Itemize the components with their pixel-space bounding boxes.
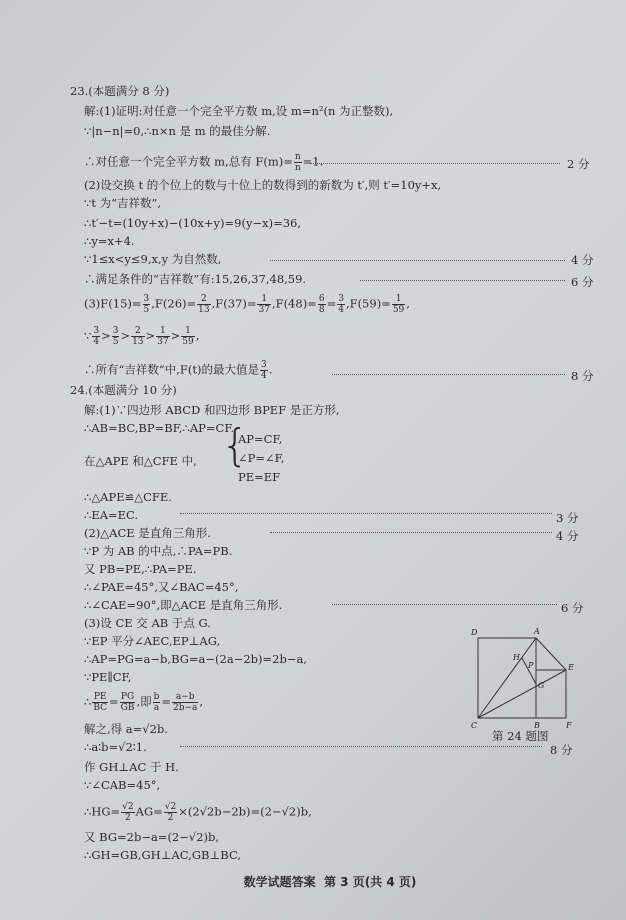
label-a: A bbox=[534, 627, 540, 636]
q23-line-3: ∴对任意一个完全平方数 m,总有 F(m)= $\frac{n}{n}$ =1. bbox=[84, 152, 324, 173]
score-4: 4 分 bbox=[571, 253, 594, 267]
square-bpef bbox=[536, 670, 566, 718]
label-h: H bbox=[513, 653, 520, 662]
footer-title: 数学试题答案 bbox=[243, 875, 316, 889]
score-4: 4 分 bbox=[556, 529, 579, 543]
q24-line-4: ∴△APE≌△CFE. bbox=[84, 490, 172, 504]
leader-dots bbox=[270, 532, 552, 533]
label-c: C bbox=[471, 721, 478, 730]
q23-l3-fraction: $\frac{n}{n}$ bbox=[294, 152, 301, 173]
q23-header: 23.(本题满分 8 分) bbox=[70, 84, 170, 98]
q24-line-20: ∴HG= $\frac{√2}{2}$ AG= $\frac{√2}{2}$ ×(2√2b−2b)=(2−√2)b, bbox=[84, 802, 312, 823]
q24-line-12: ∵EP 平分∠AEC,EP⊥AG, bbox=[84, 634, 221, 648]
q24-line-11: (3)设 CE 交 AB 于点 G. bbox=[84, 616, 211, 630]
leader-dots bbox=[360, 280, 565, 281]
q23-line-4: (2)设交换 t 的个位上的数与十位上的数得到的新数为 t′,则 t′=10y+x, bbox=[84, 178, 442, 192]
system-brace: { bbox=[221, 420, 249, 471]
q23-line-5: ∵t 为“吉祥数”, bbox=[84, 196, 162, 210]
page-footer bbox=[70, 873, 590, 890]
figure-caption: 第 24 题图 bbox=[492, 729, 549, 743]
q24-line-10: ∴∠CAE=90°,即△ACE 是直角三角形. bbox=[84, 598, 283, 612]
label-e: E bbox=[568, 663, 574, 672]
q24-line-8: 又 PB=PE,∴PA=PE. bbox=[84, 562, 197, 576]
system-eq-2: ∠P=∠F, bbox=[238, 451, 285, 465]
q24-line-9: ∴∠PAE=45°,又∠BAC=45°, bbox=[84, 580, 239, 594]
q23-line-9: ∴满足条件的“吉祥数”有:15,26,37,48,59. bbox=[84, 272, 307, 286]
leader-dots bbox=[332, 374, 565, 375]
score-8: 8 分 bbox=[571, 369, 594, 383]
q24-line-5: ∴EA=EC. bbox=[84, 508, 139, 522]
q24-line-6: (2)△ACE 是直角三角形. bbox=[84, 526, 211, 540]
q23-line-2: ∵|n−n|=0,∴n×n 是 m 的最佳分解. bbox=[84, 124, 271, 138]
geometry-figure-24 bbox=[468, 618, 588, 768]
leader-dots bbox=[332, 604, 557, 605]
score-2: 2 分 bbox=[567, 157, 590, 171]
footer-page-number: 第 3 页(共 4 页) bbox=[323, 875, 417, 889]
q24-line-2: ∴AB=BC,BP=BF,∴AP=CF. bbox=[84, 421, 235, 435]
q23-line-11: ∵ $\frac{3}{4}$ > $\frac{3}{5}$ > $\frac{2}{13}$ > $\frac{1}{37}$ > $\frac{1}{59}$ , bbox=[84, 326, 200, 347]
q23-line-12: ∴所有“吉祥数”中,F(t)的最大值是 $\frac{3}{4}$ . bbox=[84, 360, 273, 381]
q24-line-18: 作 GH⊥AC 于 H. bbox=[84, 760, 179, 774]
q24-line-3: 在△APE 和△CFE 中, bbox=[84, 454, 197, 468]
q24-line-22: ∴GH=GB,GH⊥AC,GB⊥BC, bbox=[84, 848, 242, 862]
line-ce bbox=[478, 670, 566, 718]
leader-dots bbox=[310, 163, 560, 164]
q24-line-15: ∴ $\frac{PE}{BC}$ = $\frac{PG}{GB}$ ,即 $\frac{b}{a}$ = $\frac{a-b}{2b-a}$ , bbox=[84, 692, 204, 713]
q24-line-16: 解之,得 a=√2b. bbox=[84, 722, 168, 736]
label-f: F bbox=[566, 721, 572, 730]
q24-line-14: ∵PE∥CF, bbox=[84, 670, 132, 684]
answer-sheet-page bbox=[70, 70, 594, 900]
q24-line-19: ∵∠CAB=45°, bbox=[84, 778, 161, 792]
label-d: D bbox=[471, 628, 478, 637]
q23-line-8: ∵1≤x<y≤9,x,y 为自然数, bbox=[84, 252, 222, 266]
q24-line-17: ∴a∶b=√2∶1. bbox=[84, 740, 147, 754]
score-6: 6 分 bbox=[561, 601, 584, 615]
q24-line-7: ∵P 为 AB 的中点,∴PA=PB. bbox=[84, 544, 233, 558]
score-8: 8 分 bbox=[550, 743, 573, 757]
q24-line-1: 解:(1)∵四边形 ABCD 和四边形 BPEF 是正方形, bbox=[84, 403, 340, 417]
leader-dots bbox=[270, 260, 565, 261]
q23-line-1: 解:(1)证明:对任意一个完全平方数 m,设 m=n²(n 为正整数), bbox=[84, 104, 394, 118]
system-eq-1: AP=CF, bbox=[238, 432, 283, 446]
label-b: B bbox=[534, 721, 540, 730]
line-ae bbox=[536, 638, 566, 670]
leader-dots bbox=[180, 513, 552, 514]
q23-l3-text: ∴对任意一个完全平方数 m,总有 F(m)= bbox=[84, 154, 293, 169]
q24-header: 24.(本题满分 10 分) bbox=[70, 383, 177, 397]
system-eq-3: PE=EF bbox=[238, 470, 281, 484]
label-g: G bbox=[538, 681, 545, 690]
q23-line-7: ∴y=x+4. bbox=[84, 234, 135, 248]
q24-line-13: ∴AP=PG=a−b,BG=a−(2a−2b)=2b−a, bbox=[84, 652, 307, 666]
q23-line-6: ∴t′−t=(10y+x)−(10x+y)=9(y−x)=36, bbox=[84, 216, 301, 230]
q24-line-21: 又 BG=2b−a=(2−√2)b, bbox=[84, 830, 220, 844]
score-6: 6 分 bbox=[571, 275, 594, 289]
label-p: P bbox=[528, 661, 534, 670]
diagonal-ac bbox=[478, 638, 536, 718]
q23-line-10: (3)F(15)= $\frac{3}{5}$ ,F(26)= $\frac{2}{13}$ ,F(37)= $\frac{1}{37}$ ,F(48)= $\frac{6}{8}$ = $\frac{3}{4}$ ,F(59)= $\frac{1}{59}$ , bbox=[84, 294, 410, 315]
score-3: 3 分 bbox=[556, 511, 579, 525]
